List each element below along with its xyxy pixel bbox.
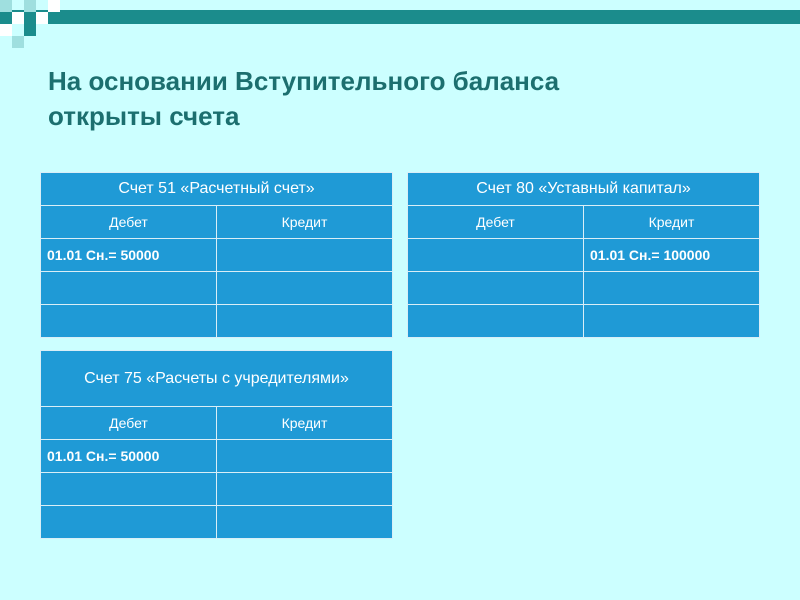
account-80-table [407, 172, 760, 338]
credit-cell: 01.01 Сн.= 100000 [584, 239, 760, 272]
credit-header: Кредит [217, 206, 393, 239]
debit-cell: 01.01 Сн.= 50000 [41, 239, 217, 272]
slide-title [48, 64, 748, 134]
debit-cell: 01.01 Сн.= 50000 [41, 440, 217, 473]
debit-cell [41, 506, 217, 539]
account-75-table [40, 350, 393, 539]
table-row [41, 506, 393, 539]
debit-cell [41, 272, 217, 305]
slide-title-line2: открыты счета [48, 101, 240, 131]
debit-cell [408, 305, 584, 338]
debit-cell [41, 473, 217, 506]
slide-title-line1: На основании Вступительного баланса [48, 66, 560, 96]
table-row [41, 272, 393, 305]
credit-cell [584, 272, 760, 305]
debit-cell [41, 305, 217, 338]
credit-cell [217, 506, 393, 539]
table-row [408, 305, 760, 338]
credit-header: Кредит [217, 407, 393, 440]
table-row [41, 440, 393, 473]
debit-cell [408, 272, 584, 305]
credit-cell [217, 272, 393, 305]
account-title: Счет 51 «Расчетный счет» [41, 173, 393, 206]
credit-cell [584, 305, 760, 338]
debit-cell [408, 239, 584, 272]
table-row [41, 473, 393, 506]
table-row [408, 239, 760, 272]
credit-cell [217, 305, 393, 338]
debit-header: Дебет [41, 206, 217, 239]
table-row [41, 239, 393, 272]
credit-cell [217, 473, 393, 506]
credit-header: Кредит [584, 206, 760, 239]
debit-header: Дебет [41, 407, 217, 440]
decorative-header-band [0, 0, 800, 50]
debit-header: Дебет [408, 206, 584, 239]
credit-cell [217, 440, 393, 473]
account-51-table [40, 172, 393, 338]
credit-cell [217, 239, 393, 272]
table-row [408, 272, 760, 305]
account-title: Счет 75 «Расчеты с учредителями» [41, 351, 393, 407]
account-title: Счет 80 «Уставный капитал» [408, 173, 760, 206]
table-row [41, 305, 393, 338]
